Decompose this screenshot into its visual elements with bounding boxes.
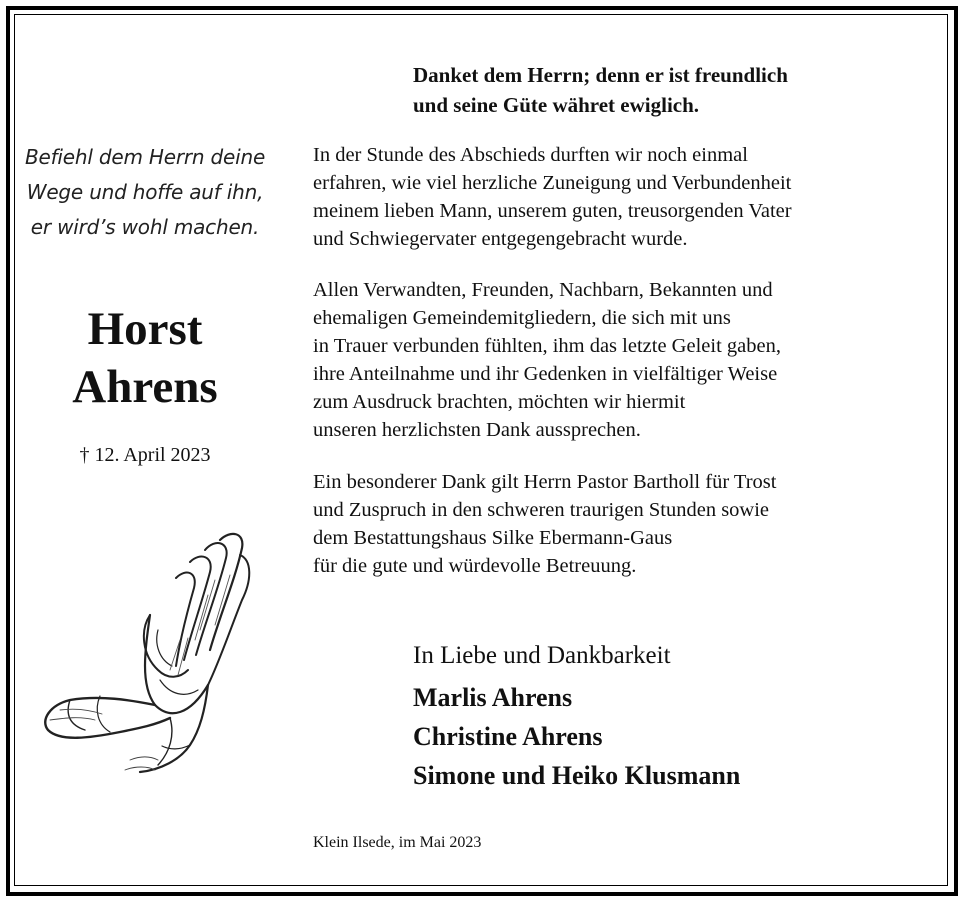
paragraph-pastor	[313, 468, 943, 580]
paragraph-thanks	[313, 141, 943, 253]
place-date: Klein Ilsede, im Mai 2023	[313, 834, 482, 851]
paragraph-line: meinem lieben Mann, unserem guten, treusorgenden Vater	[313, 200, 792, 222]
signers	[413, 678, 740, 795]
signer-name: Christine Ahrens	[413, 722, 603, 751]
motto-line: und seine Güte währet ewiglich.	[413, 93, 700, 117]
paragraph-line: ehemaligen Gemeindemitgliedern, die sich mit uns	[313, 307, 731, 329]
motto-line: Danket dem Herrn; denn er ist freundlich	[413, 63, 788, 87]
deceased-name	[20, 300, 270, 416]
paragraph-line: in Trauer verbunden fühlten, ihm das letzte Geleit gaben,	[313, 335, 781, 357]
paragraph-line: Allen Verwandten, Freunden, Nachbarn, Bekannten und	[313, 279, 773, 301]
paragraph-line: dem Bestattungshaus Silke Ebermann-Gaus	[313, 527, 673, 549]
paragraph-line: und Schwiegervater entgegengebracht wurde.	[313, 228, 688, 250]
signer-name: Marlis Ahrens	[413, 683, 573, 712]
paragraph-line: Ein besonderer Dank gilt Herrn Pastor Bartholl für Trost	[313, 471, 777, 493]
praying-hands-icon	[30, 520, 260, 790]
bible-verse	[20, 140, 270, 245]
paragraph-line: erfahren, wie viel herzliche Zuneigung und Verbundenheit	[313, 172, 792, 194]
verse-line: er wird’s wohl machen.	[30, 215, 260, 239]
paragraph-line: und Zuspruch in den schweren traurigen Stunden sowie	[313, 499, 770, 521]
paragraph-line: ihre Anteilnahme und ihr Gedenken in vielfältiger Weise	[313, 363, 778, 385]
verse-line: Wege und hoffe auf ihn,	[26, 180, 264, 204]
paragraph-line: zum Ausdruck brachten, möchten wir hiermit	[313, 391, 686, 413]
closing-phrase: In Liebe und Dankbarkeit	[413, 642, 671, 669]
paragraph-line: für die gute und würdevolle Betreuung.	[313, 555, 637, 577]
verse-line: Befiehl dem Herrn deine	[24, 145, 266, 169]
signer-name: Simone und Heiko Klusmann	[413, 761, 741, 790]
paragraph-line: unseren herzlichsten Dank aussprechen.	[313, 419, 641, 441]
motto	[413, 60, 933, 120]
paragraph-relatives	[313, 276, 943, 444]
first-name: Horst	[87, 303, 203, 355]
last-name: Ahrens	[72, 361, 218, 413]
death-date: † 12. April 2023	[79, 444, 211, 466]
paragraph-line: In der Stunde des Abschieds durften wir noch einmal	[313, 144, 748, 166]
